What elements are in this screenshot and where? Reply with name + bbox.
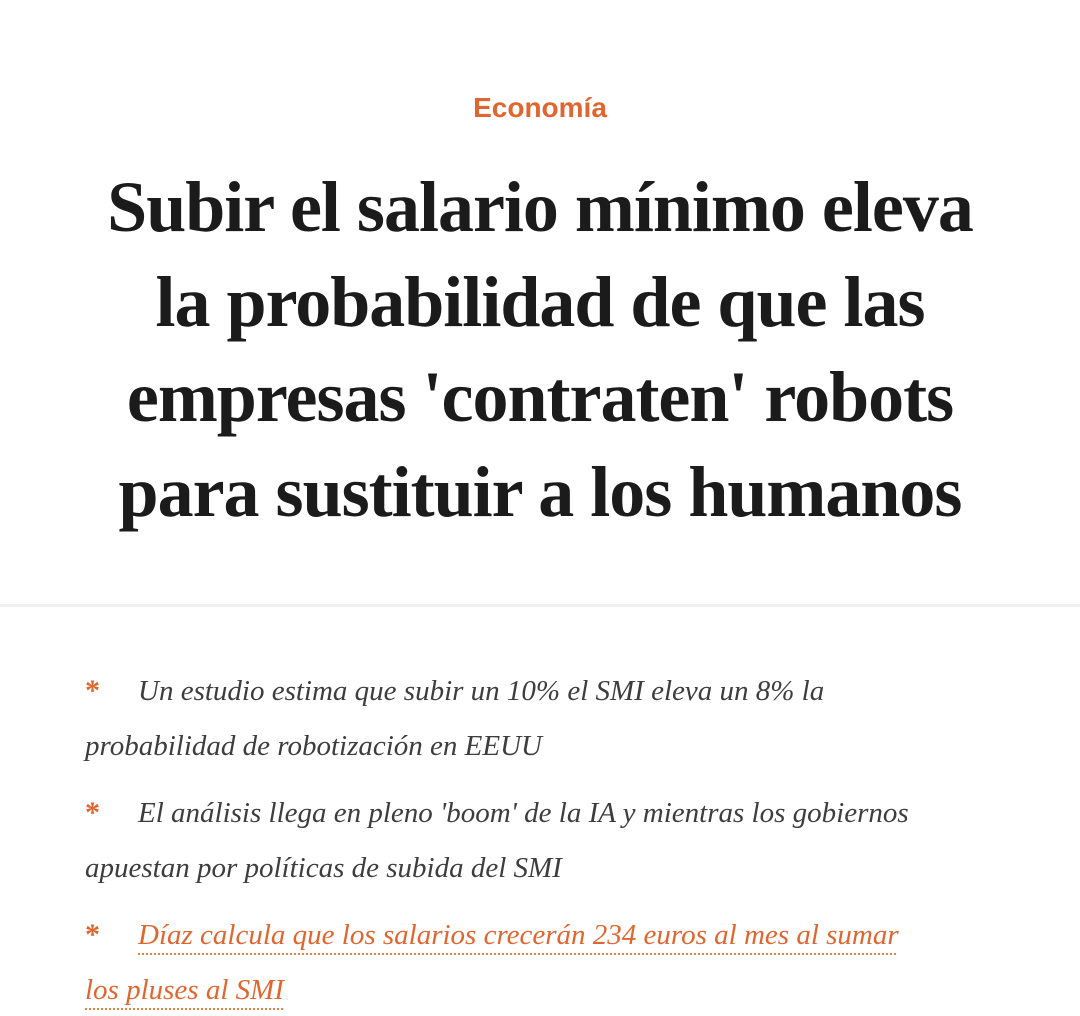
section-divider [0,604,1080,607]
summary-related-link[interactable]: Díaz calcula que los salarios crecerán 234 euros al mes al sumar los pluses al SMI [85,919,899,1006]
headline-line: la probabilidad de que las [155,262,925,342]
headline-line: para sustituir a los humanos [118,452,962,532]
bullet-asterisk-icon: * [85,796,100,829]
summary-item [85,663,1060,774]
bullet-asterisk-icon: * [85,674,100,707]
article-headline [0,160,1080,540]
headline-line: empresas 'contraten' robots [126,357,954,437]
summary-list [85,663,1060,1016]
summary-item [85,907,1060,1016]
section-kicker-link[interactable]: Economía [473,92,607,123]
headline-line: Subir el salario mínimo eleva [107,167,973,247]
summary-text: El análisis llega en pleno 'boom' de la IA y mientras los gobiernos apuestan por políticas de subida del SMI [85,797,909,884]
summary-item [85,785,1060,896]
bullet-asterisk-icon: * [85,918,100,951]
summary-text: Un estudio estima que subir un 10% el SMI eleva un 8% la probabilidad de robotización en EEUU [85,675,825,762]
